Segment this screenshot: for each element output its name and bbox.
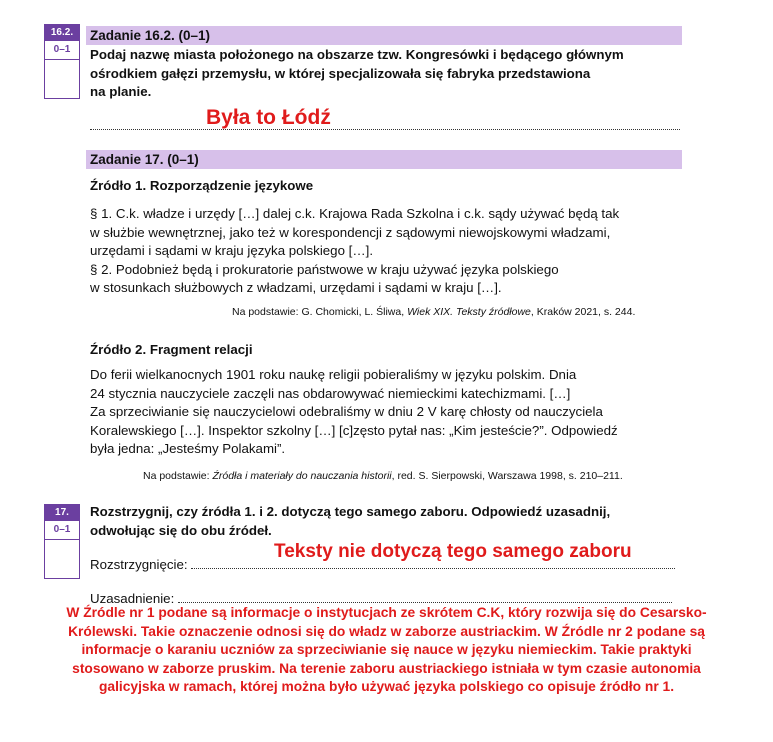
citation-title: Źródła i materiały do nauczania historii <box>212 470 392 482</box>
score-field[interactable] <box>45 540 79 578</box>
question-line: na planie. <box>90 84 152 99</box>
task-16-2-title: Zadanie 16.2. (0–1) <box>90 28 211 43</box>
task-number: 17. <box>45 505 79 521</box>
score-field[interactable] <box>45 60 79 98</box>
decision-answer-line[interactable] <box>191 557 675 569</box>
decision-answer: Teksty nie dotyczą tego samego zaboru <box>274 541 632 562</box>
justification-answer-line[interactable] <box>178 591 672 603</box>
task-17-question <box>90 503 710 540</box>
citation-prefix: Na podstawie: G. Chomicki, L. Śliwa, <box>232 306 408 318</box>
task-17-title: Zadanie 17. (0–1) <box>90 152 199 167</box>
source-line: § 2. Podobnież będą i prokuratorie państwowe w kraju używać języka polskiego <box>90 261 559 277</box>
citation-prefix: Na podstawie: <box>143 470 213 482</box>
question-line: ośrodkiem gałęzi przemysłu, w której specjalizowała się fabryka przedstawiona <box>90 65 591 81</box>
citation-suffix: , Kraków 2021, s. 244. <box>530 306 636 318</box>
source-2-heading: Źródło 2. Fragment relacji <box>90 342 253 357</box>
source-line: Do ferii wielkanocnych 1901 roku naukę religii pobieraliśmy w języku polskim. Dnia <box>90 367 577 382</box>
citation-title: Wiek XIX. Teksty źródłowe <box>407 306 531 318</box>
justification-answer <box>0 604 773 697</box>
source-line: w stosunkach służbowych z władzami, urzędami i sądami w kraju […]. <box>90 280 502 295</box>
task-16-2-answer: Była to Łódź <box>206 106 331 129</box>
source-line: urzędami i sądami w kraju języka polskiego […]. <box>90 243 374 258</box>
source-2-citation <box>143 470 623 482</box>
justification-label: Uzasadnienie: <box>90 591 175 606</box>
task-points: 0–1 <box>45 521 79 540</box>
source-line: Za sprzeciwianie się nauczycielowi odebraliśmy w dniu 2 V karę chłosty od nauczyciela <box>90 404 603 419</box>
question-line: odwołując się do obu źródeł. <box>90 522 272 538</box>
decision-row <box>90 556 675 575</box>
source-line: 24 stycznia nauczyciele zaczęli nas obdarowywać niemieckimi katechizmami. […] <box>90 385 571 401</box>
justification-line: Królewski. Takie oznaczenie odnosi się do władz w zaborze austriackim. W Źródle nr 2 podane są <box>68 623 705 639</box>
source-1-citation <box>232 306 635 318</box>
justification-line: stosowano w zaborze pruskim. Na terenie zaboru austriackiego istniała w tym czasie autonomia <box>72 660 701 676</box>
source-line: była jedna: „Jesteśmy Polakami”. <box>90 441 286 456</box>
justification-line: W Źródle nr 1 podane są informacje o instytucjach ze skrótem C.K, który rozwija się do Cesarsko- <box>66 605 707 620</box>
score-box-16-2 <box>44 24 80 99</box>
question-line: Podaj nazwę miasta położonego na obszarze tzw. Kongresówki i będącego głównym <box>90 47 624 62</box>
source-line: § 1. C.k. władze i urzędy […] dalej c.k. Krajowa Rada Szkolna i c.k. sądy używać będą tak <box>90 206 620 221</box>
question-line: Rozstrzygnij, czy źródła 1. i 2. dotyczą tego samego zaboru. Odpowiedź uzasadnij, <box>90 504 611 519</box>
score-box-17 <box>44 504 80 579</box>
justification-line: galicyjska w ramach, której można było używać języka polskiego co opisuje źródło nr 1. <box>98 679 675 695</box>
justification-line: informacje o karaniu uczniów za sprzeciwianie się nauce w języku niemieckim. Takie praktyki <box>81 642 692 658</box>
task-16-2-question <box>90 46 690 102</box>
citation-suffix: , red. S. Sierpowski, Warszawa 1998, s. 210–211. <box>391 470 623 482</box>
source-line: Koralewskiego […]. Inspektor szkolny […] [c]zęsto pytał nas: „Kim jesteście?”. Odpowiedź <box>90 422 618 438</box>
decision-label: Rozstrzygnięcie: <box>90 557 188 572</box>
answer-line[interactable] <box>90 119 680 130</box>
task-number: 16.2. <box>45 25 79 41</box>
source-1-heading: Źródło 1. Rozporządzenie językowe <box>90 178 314 193</box>
source-line: w służbie wewnętrznej, jako też w korespondencji z sądowymi niewojskowymi władzami, <box>90 224 611 240</box>
source-2-text <box>90 366 710 459</box>
source-1-text <box>90 205 710 298</box>
task-points: 0–1 <box>45 41 79 60</box>
